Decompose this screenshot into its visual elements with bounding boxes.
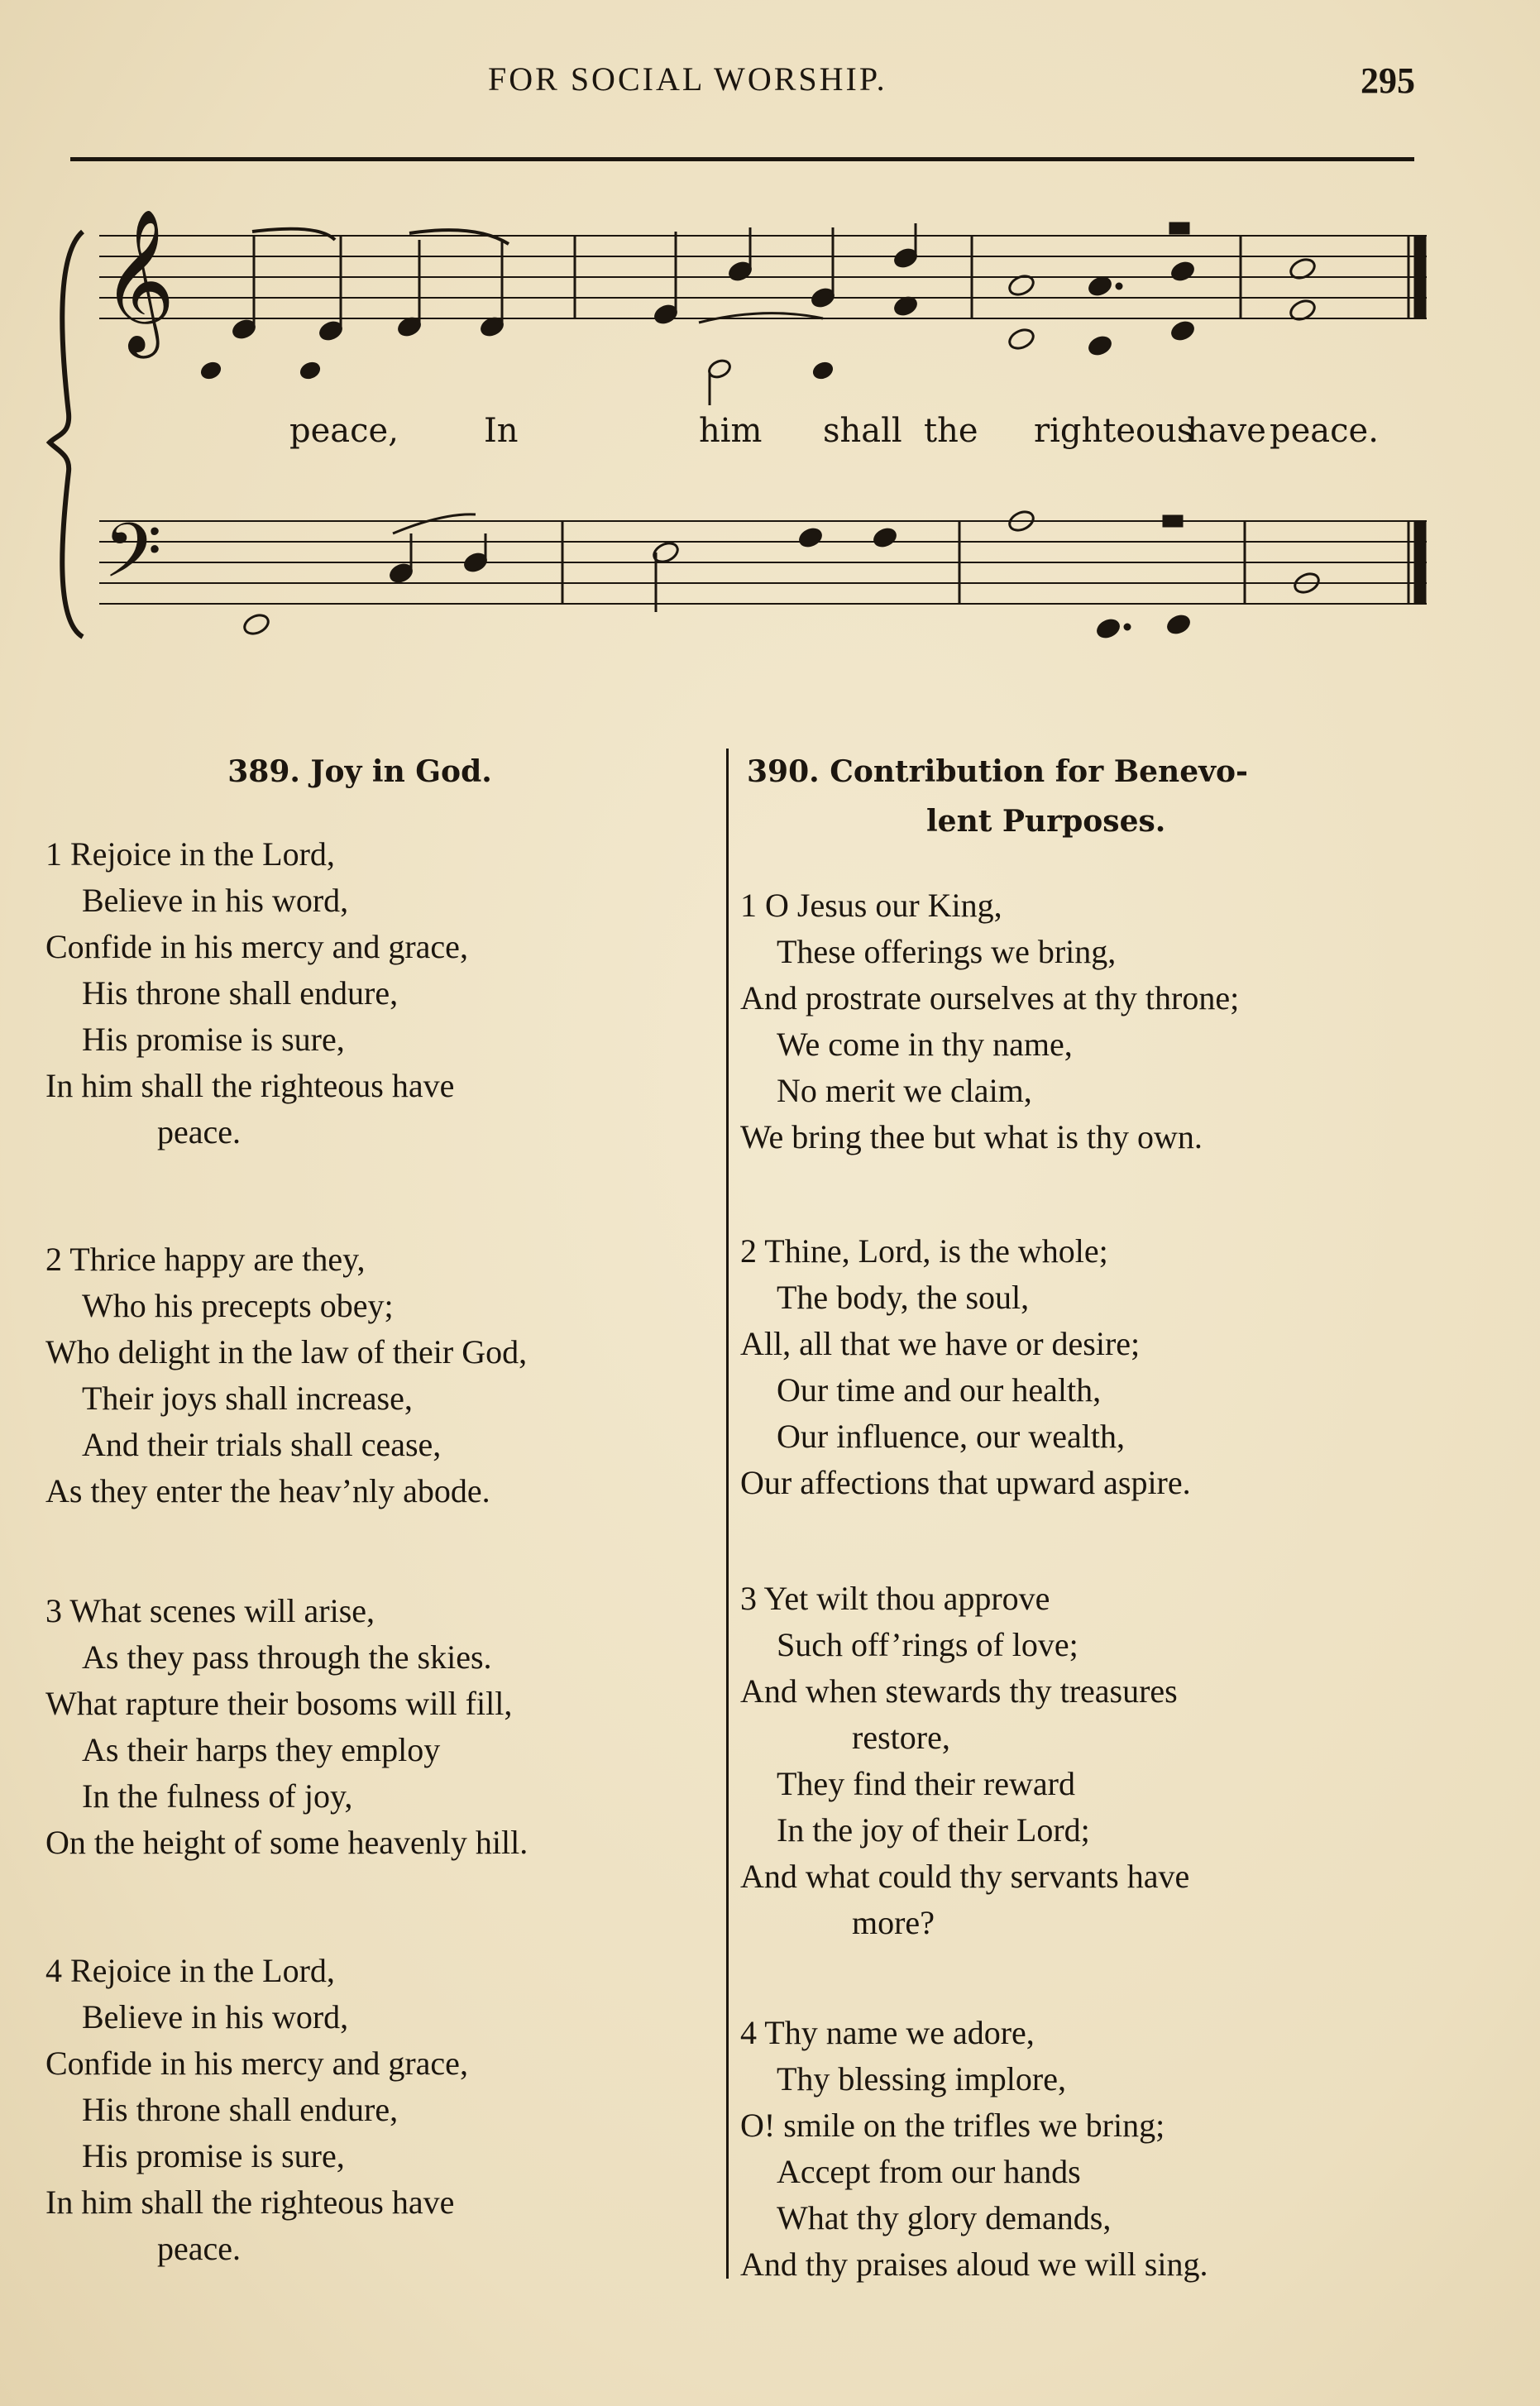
header-rule xyxy=(70,157,1414,161)
verse-line: His throne shall endure, xyxy=(82,2091,399,2128)
verse-line: Who delight in the law of their God, xyxy=(45,1333,528,1370)
verse-line: Confide in his mercy and grace, xyxy=(45,928,468,965)
verse-line: 3 What scenes will arise, xyxy=(45,1592,375,1629)
lyric-word: peace, xyxy=(289,412,399,450)
verse-line: more? xyxy=(852,1904,935,1941)
verse-line: Our affections that upward aspire. xyxy=(740,1464,1191,1501)
music-score xyxy=(45,207,1452,670)
system-brace xyxy=(50,232,83,637)
verse-line: His promise is sure, xyxy=(82,1021,345,1058)
verse-line: We bring thee but what is thy own. xyxy=(740,1118,1203,1155)
verse-line: Believe in his word, xyxy=(82,1998,349,2035)
verse-line: And their trials shall cease, xyxy=(82,1426,442,1463)
running-head xyxy=(0,60,1540,109)
stanza-3 xyxy=(45,1588,528,1866)
page-number: 295 xyxy=(1361,60,1415,101)
bass-clef-icon: 𝄢 xyxy=(103,507,162,613)
verse-line: 2 Thine, Lord, is the whole; xyxy=(740,1232,1108,1270)
verse-line: And prostrate ourselves at thy throne; xyxy=(740,979,1240,1016)
verse-line: What rapture their bosoms will fill, xyxy=(45,1685,513,1722)
verse-line: Thy blessing implore, xyxy=(777,2060,1066,2097)
verse-line: O! smile on the trifles we bring; xyxy=(740,2107,1165,2144)
verse-line: peace. xyxy=(157,1113,242,1150)
verse-line: And when stewards thy treasures xyxy=(740,1672,1178,1710)
verse-line: No merit we claim, xyxy=(777,1072,1032,1109)
verse-line: In the fulness of joy, xyxy=(82,1777,353,1815)
lyric-word: him xyxy=(699,412,763,450)
verse-line: And thy praises aloud we will sing. xyxy=(740,2246,1208,2283)
verse-line: Our influence, our wealth, xyxy=(777,1418,1125,1455)
verse-line: 1 O Jesus our King, xyxy=(740,887,1002,924)
verse-line: As they enter the heav’nly abode. xyxy=(45,1472,490,1509)
stanza-1 xyxy=(45,831,468,1155)
verse-line: The body, the soul, xyxy=(777,1279,1030,1316)
stanza-2 xyxy=(740,1228,1191,1506)
verse-line: Who his precepts obey; xyxy=(82,1287,394,1324)
lyric-word: the xyxy=(924,412,978,450)
verse-line: These offerings we bring, xyxy=(777,933,1117,970)
verse-line: 1 Rejoice in the Lord, xyxy=(45,835,335,873)
running-title: FOR SOCIAL WORSHIP. xyxy=(488,60,887,98)
verse-line: 4 Rejoice in the Lord, xyxy=(45,1952,335,1989)
stanza-3 xyxy=(740,1576,1189,1946)
verse-line: Our time and our health, xyxy=(777,1371,1102,1409)
verse-line: As they pass through the skies. xyxy=(82,1638,492,1676)
lyric-word: shall xyxy=(823,412,902,450)
verse-line: Believe in his word, xyxy=(82,882,349,919)
lyrics-line xyxy=(194,412,1485,462)
stanza-1 xyxy=(740,883,1239,1160)
verse-line: In him shall the righteous have xyxy=(45,1067,455,1104)
verse-line: What thy glory demands, xyxy=(777,2199,1112,2236)
lyric-word: In xyxy=(484,412,519,450)
hymn-title-continued: lent Purposes. xyxy=(926,804,1166,839)
verse-line: 3 Yet wilt thou approve xyxy=(740,1580,1050,1617)
verse-line: Their joys shall increase, xyxy=(82,1380,413,1417)
verse-line: His promise is sure, xyxy=(82,2137,345,2174)
lyric-word: righteous xyxy=(1034,412,1194,450)
verse-line: His throne shall endure, xyxy=(82,974,399,1012)
stanza-2 xyxy=(45,1236,527,1514)
verse-line: peace. xyxy=(157,2230,242,2267)
verse-line: As their harps they employ xyxy=(82,1731,441,1768)
verse-line: 2 Thrice happy are they, xyxy=(45,1241,366,1278)
lyric-word: peace. xyxy=(1270,412,1379,450)
verse-line: Such off’rings of love; xyxy=(777,1626,1078,1663)
hymn-title: 389. Joy in God. xyxy=(227,754,492,789)
verse-line: And what could thy servants have xyxy=(740,1858,1190,1895)
verse-line: All, all that we have or desire; xyxy=(740,1325,1141,1362)
stanza-4 xyxy=(740,2010,1208,2288)
stanza-4 xyxy=(45,1948,468,2272)
verse-line: Accept from our hands xyxy=(777,2153,1081,2190)
lyric-word: have xyxy=(1187,412,1266,450)
verse-line: In the joy of their Lord; xyxy=(777,1811,1090,1849)
verse-line: In him shall the righteous have xyxy=(45,2184,455,2221)
treble-clef-icon: 𝄞 xyxy=(102,208,175,352)
verse-line: 4 Thy name we adore, xyxy=(740,2014,1035,2051)
verse-line: restore, xyxy=(852,1719,950,1756)
verse-line: They find their reward xyxy=(777,1765,1075,1802)
verse-line: On the height of some heavenly hill. xyxy=(45,1824,528,1861)
hymn-title: 390. Contribution for Benevo- xyxy=(747,754,1248,789)
column-divider xyxy=(726,749,729,2279)
verse-line: Confide in his mercy and grace, xyxy=(45,2045,468,2082)
verse-line: We come in thy name, xyxy=(777,1026,1073,1063)
